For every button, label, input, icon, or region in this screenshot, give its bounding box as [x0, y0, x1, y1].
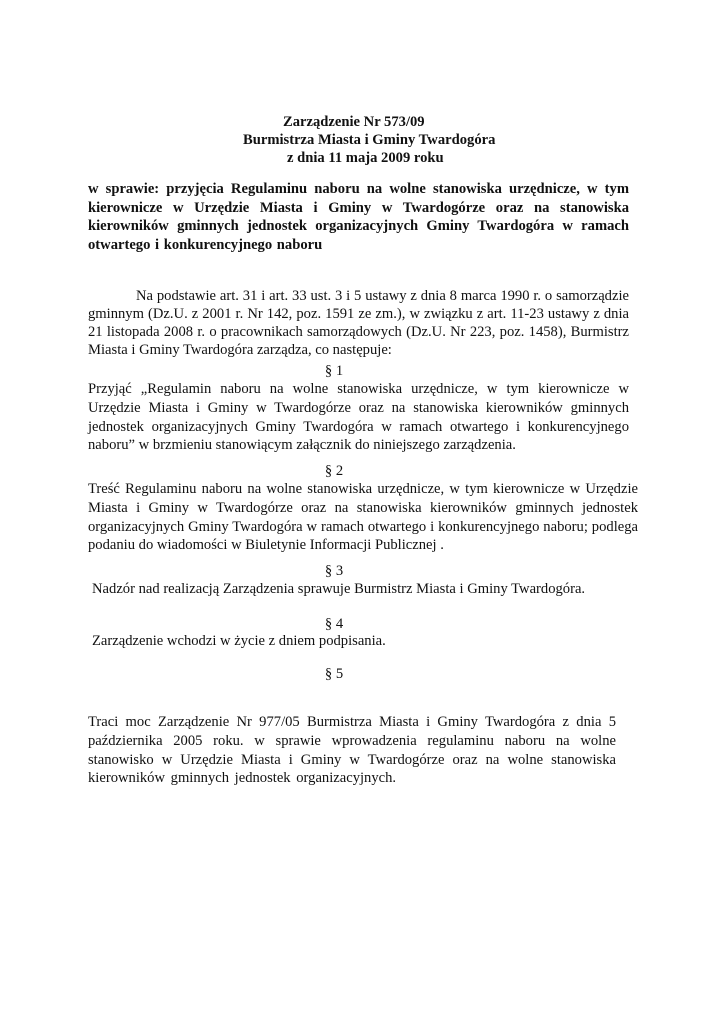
- section-2-number: § 2: [324, 463, 344, 479]
- section-3-number: § 3: [324, 563, 344, 579]
- legal-basis-paragraph: Na podstawie art. 31 i art. 33 ust. 3 i 5 ustawy z dnia 8 marca 1990 r. o samorządzie gminnym (Dz.U. z 2001 r. Nr 142, poz. 1591 ze zm.), w związku z art. 11-23 ustawy z dnia 21 listopada 2008 r. o pracownikach samorządowych (Dz.U. Nr 223, poz. 1458), Burmistrz Miasta i Gminy Twardogóra zarządza, co następuje:: [88, 288, 629, 358]
- section-5-number: § 5: [324, 666, 344, 682]
- section-4-number: § 4: [324, 616, 344, 632]
- section-2-text: Treść Regulaminu naboru na wolne stanowiska urzędnicze, w tym kierownicze w Urzędzie Miasta i Gminy w Twardogórze oraz na stanowiska kierowników gminnych jednostek organizacyjnych Gminy Twardogóra w ramach otwartego i konkurencyjnego naboru; podlega podaniu do wiadomości w Biuletynie Informacji Publicznej .: [88, 481, 638, 554]
- section-1-number: § 1: [324, 363, 344, 379]
- issuer: Burmistrza Miasta i Gminy Twardogóra: [243, 132, 496, 148]
- ordinance-number: Zarządzenie Nr 573/09: [283, 114, 425, 130]
- ordinance-date: z dnia 11 maja 2009 roku: [287, 150, 444, 166]
- section-3-text: Nadzór nad realizacją Zarządzenia sprawuje Burmistrz Miasta i Gminy Twardogóra.: [92, 581, 586, 597]
- section-1-text: Przyjąć „Regulamin naboru na wolne stanowiska urzędnicze, w tym kierownicze w Urzędzie Miasta i Gminy w Twardogórze oraz na stanowiska kierowników gminnych jednostek organizacyjnych Gminy Twardogóra w ramach otwartego i konkurencyjnego naboru” w brzmieniu stanowiącym załącznik do niniejszego zarządzenia.: [88, 381, 629, 454]
- section-4-text: Zarządzenie wchodzi w życie z dniem podpisania.: [92, 633, 386, 649]
- ordinance-subject: w sprawie: przyjęcia Regulaminu naboru na wolne stanowiska urzędnicze, w tym kierownicze w Urzędzie Miasta i Gminy w Twardogórze oraz na stanowiska kierowników gminnych jednostek organizacyjnych Gminy Twardogóra w ramach otwartego i konkurencyjnego naboru: [88, 181, 629, 253]
- section-5-text: Traci moc Zarządzenie Nr 977/05 Burmistrza Miasta i Gminy Twardogóra z dnia 5 października 2005 roku. w sprawie wprowadzenia regulaminu naboru na wolne stanowisko w Urzędzie Miasta i Gminy w Twardogórze oraz na wolne stanowiska kierowników gminnych jednostek organizacyjnych.: [88, 714, 616, 787]
